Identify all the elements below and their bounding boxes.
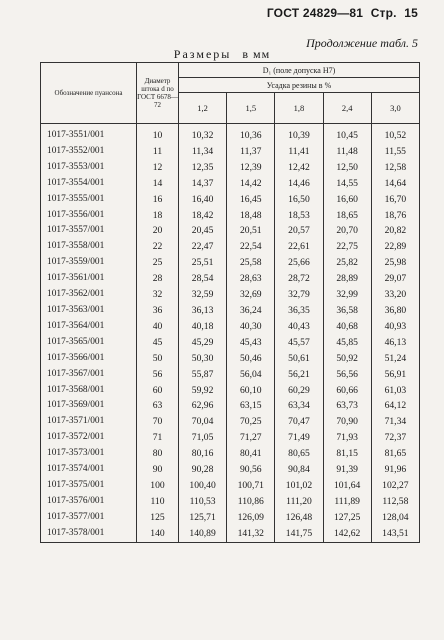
d1-value-cell: 70,47 (275, 414, 323, 430)
d1-value-cell: 18,48 (227, 208, 275, 224)
d1-value-cell: 91,96 (371, 462, 419, 478)
rod-diameter-cell: 18 (137, 208, 179, 224)
d1-value-cell: 111,20 (275, 494, 323, 510)
rod-diameter-cell: 63 (137, 398, 179, 414)
shrinkage-value-header: 2,4 (323, 93, 371, 124)
d1-value-cell: 14,37 (179, 176, 227, 192)
d1-value-cell: 10,52 (371, 124, 419, 144)
d1-value-cell: 71,93 (323, 430, 371, 446)
d1-value-cell: 14,64 (371, 176, 419, 192)
d1-value-cell: 61,03 (371, 383, 419, 399)
table-row (41, 462, 420, 478)
rod-diameter-cell: 110 (137, 494, 179, 510)
table-title-text: Размеры (173, 47, 232, 61)
d1-value-cell: 126,48 (275, 510, 323, 526)
table-row (41, 430, 420, 446)
d1-value-cell: 56,91 (371, 367, 419, 383)
punch-code-cell: 1017-3556/001 (41, 208, 137, 224)
d1-value-cell: 127,25 (323, 510, 371, 526)
d1-value-cell: 10,45 (323, 124, 371, 144)
d1-value-cell: 45,57 (275, 335, 323, 351)
d1-value-cell: 10,32 (179, 124, 227, 144)
table-title (0, 47, 444, 62)
table-row (41, 414, 420, 430)
d1-value-cell: 71,27 (227, 430, 275, 446)
d1-value-cell: 16,50 (275, 192, 323, 208)
punch-code-cell: 1017-3565/001 (41, 335, 137, 351)
d1-value-cell: 110,86 (227, 494, 275, 510)
d1-value-cell: 80,65 (275, 446, 323, 462)
d1-value-cell: 40,68 (323, 319, 371, 335)
d1-value-cell: 71,34 (371, 414, 419, 430)
table-row (41, 494, 420, 510)
d1-value-cell: 63,34 (275, 398, 323, 414)
table-row (41, 271, 420, 287)
d1-value-cell: 55,87 (179, 367, 227, 383)
d1-value-cell: 111,89 (323, 494, 371, 510)
d1-value-cell: 101,64 (323, 478, 371, 494)
rod-diameter-cell: 36 (137, 303, 179, 319)
punch-code-cell: 1017-3571/001 (41, 414, 137, 430)
column-header-punch: Обозначение пуансона (41, 63, 137, 124)
d1-value-cell: 60,10 (227, 383, 275, 399)
d1-value-cell: 32,69 (227, 287, 275, 303)
rod-diameter-cell: 56 (137, 367, 179, 383)
d1-value-cell: 100,40 (179, 478, 227, 494)
d1-value-cell: 128,04 (371, 510, 419, 526)
shrinkage-value-header: 3,0 (371, 93, 419, 124)
d1-value-cell: 25,58 (227, 255, 275, 271)
d1-value-cell: 20,51 (227, 223, 275, 239)
rod-diameter-cell: 125 (137, 510, 179, 526)
table-row (41, 319, 420, 335)
punch-code-cell: 1017-3558/001 (41, 239, 137, 255)
d1-value-cell: 28,72 (275, 271, 323, 287)
d1-value-cell: 71,05 (179, 430, 227, 446)
d1-value-cell: 25,98 (371, 255, 419, 271)
d1-value-cell: 112,58 (371, 494, 419, 510)
table-continuation-note: Продолжение табл. 5 (306, 36, 418, 50)
d1-value-cell: 40,30 (227, 319, 275, 335)
shrinkage-value-header: 1,8 (275, 93, 323, 124)
d1-value-cell: 20,70 (323, 223, 371, 239)
rod-diameter-cell: 80 (137, 446, 179, 462)
table-row (41, 398, 420, 414)
page-label: Стр. (370, 6, 397, 20)
d1-value-cell: 81,65 (371, 446, 419, 462)
d1-value-cell: 46,13 (371, 335, 419, 351)
rod-diameter-cell: 90 (137, 462, 179, 478)
d1-value-cell: 141,75 (275, 526, 323, 542)
rod-diameter-cell: 71 (137, 430, 179, 446)
punch-code-cell: 1017-3557/001 (41, 223, 137, 239)
d1-value-cell: 50,61 (275, 351, 323, 367)
d1-value-cell: 125,71 (179, 510, 227, 526)
d1-value-cell: 11,37 (227, 144, 275, 160)
rod-diameter-cell: 32 (137, 287, 179, 303)
d1-value-cell: 12,35 (179, 160, 227, 176)
table-row (41, 287, 420, 303)
d1-value-cell: 22,61 (275, 239, 323, 255)
table-title-unit: в мм (242, 47, 271, 61)
d1-value-cell: 70,90 (323, 414, 371, 430)
punch-code-cell: 1017-3559/001 (41, 255, 137, 271)
d1-value-cell: 20,82 (371, 223, 419, 239)
d1-value-cell: 33,20 (371, 287, 419, 303)
d1-value-cell: 62,96 (179, 398, 227, 414)
d1-value-cell: 10,36 (227, 124, 275, 144)
d1-value-cell: 16,70 (371, 192, 419, 208)
punch-code-cell: 1017-3578/001 (41, 526, 137, 542)
rod-diameter-cell: 22 (137, 239, 179, 255)
column-header-shrinkage: Усадка резины в % (179, 78, 420, 93)
punch-code-cell: 1017-3572/001 (41, 430, 137, 446)
punch-code-cell: 1017-3568/001 (41, 383, 137, 399)
d1-value-cell: 71,49 (275, 430, 323, 446)
d1-value-cell: 11,48 (323, 144, 371, 160)
d1-value-cell: 81,15 (323, 446, 371, 462)
d1-value-cell: 72,37 (371, 430, 419, 446)
table-row (41, 144, 420, 160)
d1-value-cell: 56,56 (323, 367, 371, 383)
d1-value-cell: 36,58 (323, 303, 371, 319)
d1-value-cell: 11,34 (179, 144, 227, 160)
d1-value-cell: 20,57 (275, 223, 323, 239)
punch-code-cell: 1017-3573/001 (41, 446, 137, 462)
punch-code-cell: 1017-3554/001 (41, 176, 137, 192)
d1-value-cell: 16,40 (179, 192, 227, 208)
d1-value-cell: 12,58 (371, 160, 419, 176)
table-row (41, 303, 420, 319)
d1-value-cell: 18,53 (275, 208, 323, 224)
d1-value-cell: 63,15 (227, 398, 275, 414)
d1-value-cell: 18,65 (323, 208, 371, 224)
d1-value-cell: 29,07 (371, 271, 419, 287)
rod-diameter-cell: 28 (137, 271, 179, 287)
punch-code-cell: 1017-3552/001 (41, 144, 137, 160)
rod-diameter-cell: 12 (137, 160, 179, 176)
d1-value-cell: 40,18 (179, 319, 227, 335)
d1-value-cell: 14,46 (275, 176, 323, 192)
rod-diameter-cell: 14 (137, 176, 179, 192)
d1-value-cell: 18,42 (179, 208, 227, 224)
table-row (41, 255, 420, 271)
standard-number: ГОСТ 24829—81 (266, 6, 364, 20)
table-row (41, 383, 420, 399)
punch-code-cell: 1017-3575/001 (41, 478, 137, 494)
table-row (41, 223, 420, 239)
rod-diameter-cell: 25 (137, 255, 179, 271)
rod-diameter-cell: 40 (137, 319, 179, 335)
punch-code-cell: 1017-3577/001 (41, 510, 137, 526)
d1-value-cell: 18,76 (371, 208, 419, 224)
d1-value-cell: 36,35 (275, 303, 323, 319)
column-header-rod-diameter: Диаметр штока d по ГОСТ 6678—72 (137, 63, 179, 124)
punch-code-cell: 1017-3553/001 (41, 160, 137, 176)
d1-value-cell: 50,46 (227, 351, 275, 367)
d1-value-cell: 101,02 (275, 478, 323, 494)
d1-value-cell: 50,30 (179, 351, 227, 367)
d1-value-cell: 28,54 (179, 271, 227, 287)
d1-value-cell: 22,89 (371, 239, 419, 255)
rod-diameter-cell: 70 (137, 414, 179, 430)
d1-value-cell: 12,42 (275, 160, 323, 176)
d1-value-cell: 59,92 (179, 383, 227, 399)
table-row (41, 526, 420, 542)
rod-diameter-cell: 10 (137, 124, 179, 144)
d1-value-cell: 141,32 (227, 526, 275, 542)
table-row (41, 192, 420, 208)
d1-value-cell: 40,93 (371, 319, 419, 335)
d1-value-cell: 12,39 (227, 160, 275, 176)
d1-value-cell: 60,66 (323, 383, 371, 399)
punch-code-cell: 1017-3563/001 (41, 303, 137, 319)
d1-value-cell: 56,04 (227, 367, 275, 383)
table-row (41, 176, 420, 192)
d1-value-cell: 11,41 (275, 144, 323, 160)
rod-diameter-cell: 20 (137, 223, 179, 239)
d1-value-cell: 70,04 (179, 414, 227, 430)
d1-value-cell: 50,92 (323, 351, 371, 367)
punch-code-cell: 1017-3562/001 (41, 287, 137, 303)
rod-diameter-cell: 11 (137, 144, 179, 160)
d1-value-cell: 51,24 (371, 351, 419, 367)
d1-value-cell: 102,27 (371, 478, 419, 494)
d1-value-cell: 14,42 (227, 176, 275, 192)
rod-diameter-cell: 140 (137, 526, 179, 542)
d1-value-cell: 25,82 (323, 255, 371, 271)
d1-value-cell: 80,16 (179, 446, 227, 462)
table-row (41, 367, 420, 383)
d1-value-cell: 91,39 (323, 462, 371, 478)
table-row (41, 239, 420, 255)
shrinkage-value-header: 1,5 (227, 93, 275, 124)
punch-code-cell: 1017-3567/001 (41, 367, 137, 383)
d1-value-cell: 110,53 (179, 494, 227, 510)
d1-value-cell: 25,66 (275, 255, 323, 271)
d1-value-cell: 16,60 (323, 192, 371, 208)
d1-value-cell: 56,21 (275, 367, 323, 383)
d1-value-cell: 16,45 (227, 192, 275, 208)
page-header (263, 6, 418, 20)
d1-value-cell: 14,55 (323, 176, 371, 192)
table-row (41, 510, 420, 526)
punch-code-cell: 1017-3551/001 (41, 124, 137, 144)
d1-value-cell: 60,29 (275, 383, 323, 399)
d1-value-cell: 143,51 (371, 526, 419, 542)
page-number: 15 (404, 6, 418, 20)
dimensions-table (40, 62, 420, 543)
shrinkage-value-header: 1,2 (179, 93, 227, 124)
punch-code-cell: 1017-3574/001 (41, 462, 137, 478)
punch-code-cell: 1017-3564/001 (41, 319, 137, 335)
d1-value-cell: 64,12 (371, 398, 419, 414)
rod-diameter-cell: 100 (137, 478, 179, 494)
d1-value-cell: 11,55 (371, 144, 419, 160)
d1-value-cell: 80,41 (227, 446, 275, 462)
punch-code-cell: 1017-3569/001 (41, 398, 137, 414)
punch-code-cell: 1017-3561/001 (41, 271, 137, 287)
rod-diameter-cell: 45 (137, 335, 179, 351)
d1-value-cell: 70,25 (227, 414, 275, 430)
table-row (41, 351, 420, 367)
d1-value-cell: 36,13 (179, 303, 227, 319)
d1-value-cell: 22,47 (179, 239, 227, 255)
rod-diameter-cell: 50 (137, 351, 179, 367)
d1-value-cell: 22,54 (227, 239, 275, 255)
punch-code-cell: 1017-3576/001 (41, 494, 137, 510)
d1-value-cell: 20,45 (179, 223, 227, 239)
d1-value-cell: 28,89 (323, 271, 371, 287)
d1-value-cell: 90,84 (275, 462, 323, 478)
d1-value-cell: 25,51 (179, 255, 227, 271)
table-row (41, 124, 420, 144)
table-body (41, 124, 420, 543)
d1-value-cell: 45,29 (179, 335, 227, 351)
d1-value-cell: 36,24 (227, 303, 275, 319)
d1-value-cell: 32,79 (275, 287, 323, 303)
d1-value-cell: 32,59 (179, 287, 227, 303)
d1-value-cell: 90,56 (227, 462, 275, 478)
d1-value-cell: 36,80 (371, 303, 419, 319)
d1-value-cell: 45,43 (227, 335, 275, 351)
rod-diameter-cell: 16 (137, 192, 179, 208)
d1-value-cell: 100,71 (227, 478, 275, 494)
rod-diameter-cell: 60 (137, 383, 179, 399)
table-row (41, 446, 420, 462)
d1-value-cell: 10,39 (275, 124, 323, 144)
d1-value-cell: 126,09 (227, 510, 275, 526)
punch-code-cell: 1017-3566/001 (41, 351, 137, 367)
d1-value-cell: 45,85 (323, 335, 371, 351)
table-row (41, 335, 420, 351)
d1-value-cell: 28,63 (227, 271, 275, 287)
table-row (41, 478, 420, 494)
d1-value-cell: 63,73 (323, 398, 371, 414)
d1-value-cell: 12,50 (323, 160, 371, 176)
d1-value-cell: 142,62 (323, 526, 371, 542)
table-row (41, 160, 420, 176)
d1-value-cell: 40,43 (275, 319, 323, 335)
d1-value-cell: 32,99 (323, 287, 371, 303)
d1-value-cell: 22,75 (323, 239, 371, 255)
column-header-d1: D₁ (поле допуска H7) (179, 63, 420, 78)
d1-value-cell: 140,89 (179, 526, 227, 542)
punch-code-cell: 1017-3555/001 (41, 192, 137, 208)
d1-value-cell: 90,28 (179, 462, 227, 478)
table-row (41, 208, 420, 224)
